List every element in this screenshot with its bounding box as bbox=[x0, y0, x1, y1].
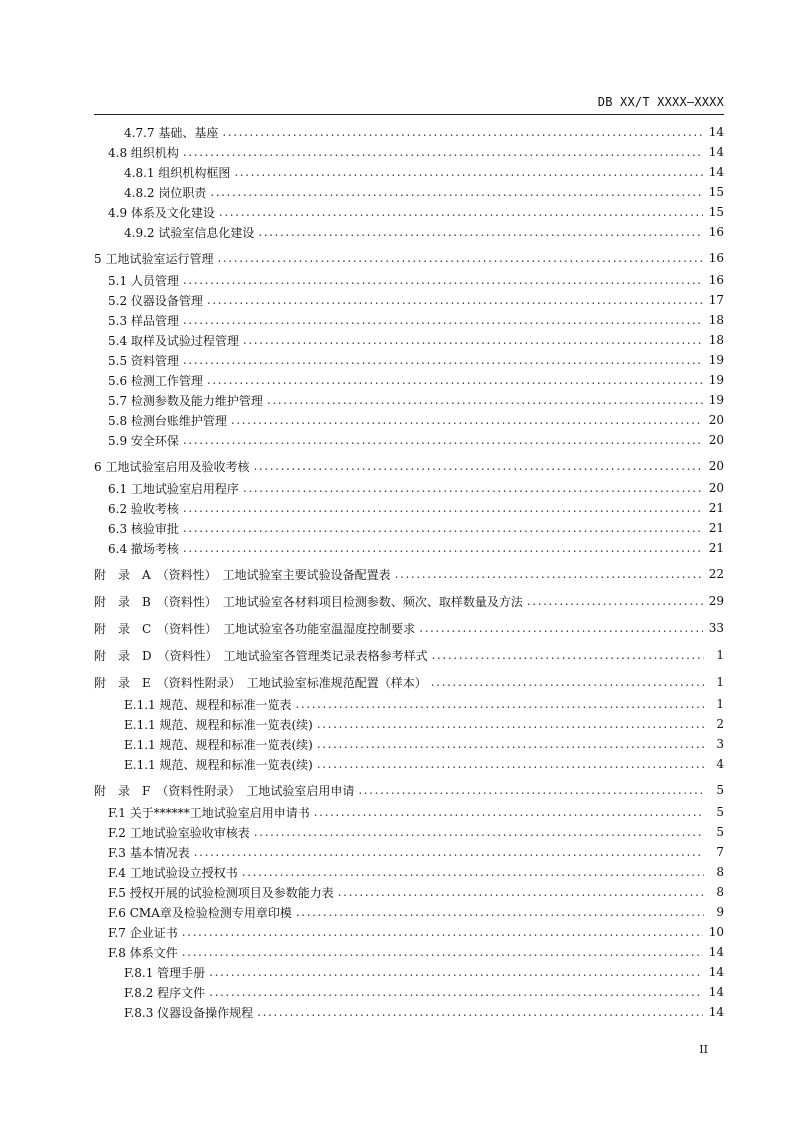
toc-entry-page: 4 bbox=[716, 757, 724, 771]
toc-entry-label: 5.4 取样及试验过程管理 bbox=[108, 333, 239, 348]
toc-leader-dots bbox=[209, 966, 703, 978]
toc-entry-page: 10 bbox=[708, 925, 724, 939]
toc-entry[interactable] bbox=[0, 843, 724, 861]
toc-entry[interactable] bbox=[0, 1003, 724, 1021]
toc-entry[interactable] bbox=[0, 823, 724, 841]
toc-entry-page: 5 bbox=[716, 825, 724, 839]
toc-entry[interactable] bbox=[0, 803, 724, 821]
toc-entry[interactable] bbox=[0, 923, 724, 941]
toc-entry[interactable] bbox=[0, 883, 724, 901]
toc-entry[interactable] bbox=[0, 592, 724, 610]
toc-entry[interactable] bbox=[0, 735, 724, 753]
toc-entry[interactable] bbox=[0, 755, 724, 773]
toc-entry[interactable] bbox=[0, 431, 724, 449]
toc-entry-label: 4.8.1 组织机构框图 bbox=[124, 165, 231, 180]
toc-entry-label: F.4 工地试验设立授权书 bbox=[108, 865, 238, 880]
toc-entry-label: F.8 体系文件 bbox=[108, 945, 178, 960]
toc-entry-label: 5.3 样品管理 bbox=[108, 313, 179, 328]
toc-entry-label: 4.8 组织机构 bbox=[108, 145, 179, 160]
toc-entry-page: 33 bbox=[708, 621, 724, 635]
toc-entry-page: 3 bbox=[716, 737, 724, 751]
toc-entry-label: E.1.1 规范、规程和标准一览表(续) bbox=[124, 757, 313, 772]
toc-entry[interactable] bbox=[0, 183, 724, 201]
toc-entry-page: 21 bbox=[708, 521, 724, 535]
toc-leader-dots bbox=[194, 846, 704, 858]
toc-entry-label: F.8.1 管理手册 bbox=[124, 965, 206, 980]
toc-leader-dots bbox=[183, 146, 703, 158]
toc-entry-label: F.5 授权开展的试验检测项目及参数能力表 bbox=[108, 885, 334, 900]
toc-entry[interactable] bbox=[0, 646, 724, 664]
toc-entry-page: 2 bbox=[716, 717, 724, 731]
toc-entry-label: 5.1 人员管理 bbox=[108, 273, 179, 288]
toc-entry[interactable] bbox=[0, 391, 724, 409]
toc-leader-dots bbox=[209, 986, 703, 998]
toc-entry-label: 6.1 工地试验室启用程序 bbox=[108, 481, 239, 496]
toc-entry-label: 5.2 仪器设备管理 bbox=[108, 293, 203, 308]
toc-entry-label: F.6 CMA章及检验检测专用章印模 bbox=[108, 905, 292, 920]
toc-entry-label: 4.8.2 岗位职责 bbox=[124, 185, 207, 200]
toc-leader-dots bbox=[254, 826, 704, 838]
toc-leader-dots bbox=[527, 595, 703, 607]
toc-leader-dots bbox=[231, 414, 703, 426]
toc-entry-page: 5 bbox=[716, 805, 724, 819]
toc-entry[interactable] bbox=[0, 123, 724, 141]
toc-entry[interactable] bbox=[0, 371, 724, 389]
toc-entry-page: 16 bbox=[708, 273, 724, 287]
toc-entry-label: 5.6 检测工作管理 bbox=[108, 373, 203, 388]
toc-leader-dots bbox=[183, 522, 703, 534]
toc-entry-page: 20 bbox=[708, 459, 724, 473]
toc-entry[interactable] bbox=[0, 863, 724, 881]
toc-entry-label: E.1.1 规范、规程和标准一览表(续) bbox=[124, 737, 313, 752]
toc-entry-page: 21 bbox=[708, 541, 724, 555]
toc-leader-dots bbox=[258, 226, 702, 238]
toc-entry-label: 附 录 A （资料性） 工地试验室主要试验设备配置表 bbox=[94, 567, 391, 582]
toc-entry[interactable] bbox=[0, 479, 724, 497]
toc-entry-page: 14 bbox=[708, 1005, 724, 1019]
toc-leader-dots bbox=[317, 738, 704, 750]
toc-entry[interactable] bbox=[0, 223, 724, 241]
toc-entry-label: F.1 关于******工地试验室启用申请书 bbox=[108, 805, 310, 820]
toc-leader-dots bbox=[242, 866, 704, 878]
toc-leader-dots bbox=[253, 460, 702, 472]
toc-leader-dots bbox=[317, 758, 704, 770]
toc-entry-label: 附 录 C （资料性） 工地试验室各功能室温湿度控制要求 bbox=[94, 621, 416, 636]
toc-leader-dots bbox=[419, 622, 703, 634]
toc-entry-page: 20 bbox=[708, 433, 724, 447]
toc-entry-page: 1 bbox=[716, 648, 724, 662]
toc-leader-dots bbox=[222, 126, 702, 138]
toc-leader-dots bbox=[338, 886, 704, 898]
toc-entry-page: 21 bbox=[708, 501, 724, 515]
toc-entry-page: 8 bbox=[716, 865, 724, 879]
toc-entry-label: 附 录 B （资料性） 工地试验室各材料项目检测参数、频次、取样数量及方法 bbox=[94, 594, 523, 609]
toc-entry[interactable] bbox=[0, 781, 724, 799]
toc-entry-page: 17 bbox=[708, 293, 724, 307]
toc-leader-dots bbox=[183, 542, 703, 554]
toc-entry-label: 4.7.7 基础、基座 bbox=[124, 125, 219, 140]
toc-entry[interactable] bbox=[0, 143, 724, 161]
toc-leader-dots bbox=[358, 784, 704, 796]
toc-entry-label: 6 工地试验室启用及验收考核 bbox=[94, 459, 250, 474]
toc-leader-dots bbox=[217, 252, 702, 264]
toc-entry-label: E.1.1 规范、规程和标准一览表 bbox=[124, 697, 292, 712]
toc-leader-dots bbox=[243, 334, 703, 346]
toc-entry[interactable] bbox=[0, 331, 724, 349]
toc-entry-label: 5 工地试验室运行管理 bbox=[94, 251, 214, 266]
toc-entry-page: 18 bbox=[708, 313, 724, 327]
toc-leader-dots bbox=[182, 946, 703, 958]
toc-entry[interactable] bbox=[0, 311, 724, 329]
toc-entry-label: F.3 基本情况表 bbox=[108, 845, 190, 860]
toc-entry[interactable] bbox=[0, 539, 724, 557]
toc-entry[interactable] bbox=[0, 695, 724, 713]
toc-entry-label: 6.3 核验审批 bbox=[108, 521, 179, 536]
toc-leader-dots bbox=[182, 926, 703, 938]
toc-entry[interactable] bbox=[0, 163, 724, 181]
toc-entry-page: 15 bbox=[708, 205, 724, 219]
toc-entry-label: 4.9 体系及文化建设 bbox=[108, 205, 215, 220]
toc-entry-label: 附 录 F （资料性附录） 工地试验室启用申请 bbox=[94, 783, 355, 798]
toc-leader-dots bbox=[317, 718, 704, 730]
toc-leader-dots bbox=[219, 206, 703, 218]
toc-leader-dots bbox=[295, 698, 704, 710]
toc-entry[interactable] bbox=[0, 565, 724, 583]
toc-entry-page: 14 bbox=[708, 165, 724, 179]
toc-entry-page: 1 bbox=[716, 675, 724, 689]
toc-entry[interactable] bbox=[0, 291, 724, 309]
toc-leader-dots bbox=[183, 502, 703, 514]
toc-entry-page: 18 bbox=[708, 333, 724, 347]
toc-entry-page: 14 bbox=[708, 965, 724, 979]
toc-entry-label: 5.7 检测参数及能力维护管理 bbox=[108, 393, 263, 408]
toc-leader-dots bbox=[234, 166, 702, 178]
toc-entry[interactable] bbox=[0, 271, 724, 289]
toc-entry-page: 8 bbox=[716, 885, 724, 899]
toc-leader-dots bbox=[183, 274, 703, 286]
toc-entry-page: 14 bbox=[708, 985, 724, 999]
toc-entry-page: 19 bbox=[708, 393, 724, 407]
toc-entry[interactable] bbox=[0, 983, 724, 1001]
toc-entry-page: 20 bbox=[708, 413, 724, 427]
toc-entry-page: 22 bbox=[708, 567, 724, 581]
toc-entry[interactable] bbox=[0, 457, 724, 475]
toc-entry-label: F.8.2 程序文件 bbox=[124, 985, 206, 1000]
toc-entry-page: 20 bbox=[708, 481, 724, 495]
toc-entry-label: 6.2 验收考核 bbox=[108, 501, 179, 516]
toc-leader-dots bbox=[210, 186, 702, 198]
toc-entry-page: 5 bbox=[716, 783, 724, 797]
page-number: II bbox=[699, 1043, 708, 1056]
toc-entry-page: 14 bbox=[708, 145, 724, 159]
toc-entry[interactable] bbox=[0, 673, 724, 691]
toc-entry[interactable] bbox=[0, 943, 724, 961]
toc-entry-label: 6.4 撤场考核 bbox=[108, 541, 179, 556]
document-code: DB XX/T XXXX—XXXX bbox=[597, 95, 724, 109]
toc-entry-label: 附 录 E （资料性附录） 工地试验室标准规范配置（样本） bbox=[94, 675, 427, 690]
toc-entry[interactable] bbox=[0, 519, 724, 537]
toc-entry-label: F.8.3 仪器设备操作规程 bbox=[124, 1005, 254, 1020]
toc-leader-dots bbox=[243, 482, 703, 494]
toc-entry-page: 19 bbox=[708, 373, 724, 387]
toc-leader-dots bbox=[432, 649, 704, 661]
toc-entry[interactable] bbox=[0, 351, 724, 369]
toc-entry-label: 附 录 D （资料性） 工地试验室各管理类记录表格参考样式 bbox=[94, 648, 428, 663]
toc-entry-page: 16 bbox=[708, 251, 724, 265]
toc-entry[interactable] bbox=[0, 411, 724, 429]
toc-leader-dots bbox=[267, 394, 703, 406]
toc-entry-page: 29 bbox=[708, 594, 724, 608]
toc-entry-label: 5.9 安全环保 bbox=[108, 433, 179, 448]
toc-leader-dots bbox=[257, 1006, 703, 1018]
toc-leader-dots bbox=[183, 354, 703, 366]
toc-entry-page: 14 bbox=[708, 945, 724, 959]
toc-leader-dots bbox=[314, 806, 704, 818]
toc-entry[interactable] bbox=[0, 203, 724, 221]
toc-entry-page: 19 bbox=[708, 353, 724, 367]
toc-leader-dots bbox=[431, 676, 704, 688]
toc-entry[interactable] bbox=[0, 619, 724, 637]
toc-entry-page: 9 bbox=[716, 905, 724, 919]
toc-entry-page: 15 bbox=[708, 185, 724, 199]
toc-entry-label: F.7 企业证书 bbox=[108, 925, 178, 940]
toc-entry-label: E.1.1 规范、规程和标准一览表(续) bbox=[124, 717, 313, 732]
toc-entry-label: 5.8 检测台账维护管理 bbox=[108, 413, 227, 428]
toc-entry-page: 1 bbox=[716, 697, 724, 711]
toc-leader-dots bbox=[183, 314, 703, 326]
header-rule bbox=[94, 114, 724, 115]
toc-leader-dots bbox=[395, 568, 703, 580]
toc-leader-dots bbox=[296, 906, 704, 918]
toc-leader-dots bbox=[183, 434, 703, 446]
toc-leader-dots bbox=[207, 374, 703, 386]
toc-entry[interactable] bbox=[0, 963, 724, 981]
toc-entry[interactable] bbox=[0, 499, 724, 517]
toc-entry-page: 16 bbox=[708, 225, 724, 239]
toc-entry-label: F.2 工地试验室验收审核表 bbox=[108, 825, 250, 840]
toc-entry-page: 7 bbox=[716, 845, 724, 859]
toc-entry[interactable] bbox=[0, 249, 724, 267]
toc-entry[interactable] bbox=[0, 903, 724, 921]
toc-entry-label: 4.9.2 试验室信息化建设 bbox=[124, 225, 255, 240]
toc-entry-label: 5.5 资料管理 bbox=[108, 353, 179, 368]
toc-entry-page: 14 bbox=[708, 125, 724, 139]
toc-entry[interactable] bbox=[0, 715, 724, 733]
toc-leader-dots bbox=[207, 294, 703, 306]
